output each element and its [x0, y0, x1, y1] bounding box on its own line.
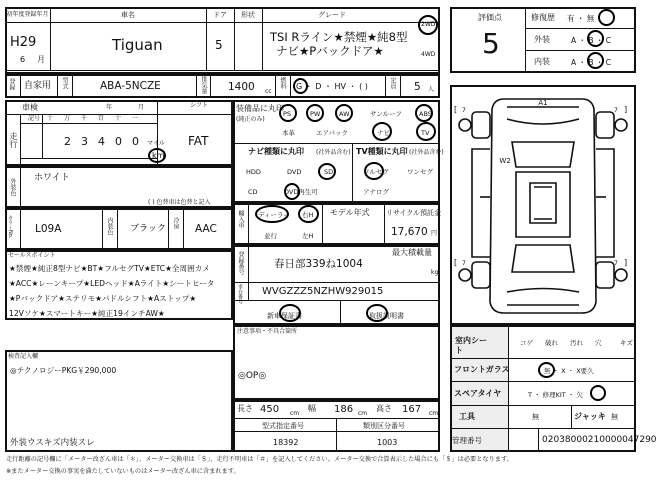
model-code-label: 型式 [61, 77, 68, 89]
nav-item-sd: SD [324, 168, 334, 176]
drive-4wd: 4WD [421, 51, 436, 58]
width-label: 幅 [308, 404, 316, 413]
glass-label: フロントガラス [454, 365, 510, 374]
chassis-number-value: WVGZZZ5NZHW929015 [262, 286, 384, 297]
grade-line2: ナビ★Pバックドア★ [276, 44, 384, 58]
equipment-item: サンルーフ [370, 110, 402, 118]
manual-label: 取扱説明書 [369, 312, 404, 320]
displacement-unit: cc [265, 88, 272, 95]
seat-option: コゲ [520, 339, 533, 347]
equipment-circle [372, 122, 392, 141]
spare-options: T ・ 修理KIT ・ 欠 [528, 391, 583, 399]
seat-option: キズ [620, 339, 633, 347]
exterior-grades: A ・ B ・ C [571, 36, 612, 45]
equipment-circle [306, 104, 324, 122]
recycle-unit: 円 [431, 230, 438, 237]
km-circle [148, 148, 166, 163]
right-hand-option: 右H [302, 211, 314, 219]
nav-note: (社外品含む) [316, 149, 351, 156]
mgmt-label: 管理番号 [452, 436, 482, 445]
nav-item-dvd-play: DVD再生可 [284, 188, 318, 196]
equipment-item: PW [310, 110, 321, 118]
parallel-option: 並行 [264, 232, 277, 240]
seat-option: 破れ [545, 339, 558, 347]
warranty-circle [279, 304, 301, 322]
diagram-mark-a1: A1 [538, 99, 548, 107]
glass-options: 無 ・ X ・ X要久 [544, 367, 594, 375]
mileage-digit: 2 [64, 135, 71, 148]
mileage-digit: 3 [81, 135, 88, 148]
mileage-label: 走行 [9, 132, 18, 148]
footer-line-2: ※またメーター交換の事実を満たしていないものはメーター改ざん車に含まれます。 [6, 468, 240, 475]
displacement: 1400 [228, 81, 255, 93]
repair-options: 有 ・ 無 [567, 14, 595, 23]
plate-number-label: 登録番号 [237, 251, 244, 275]
digit-header: 一 [132, 115, 139, 122]
nav-item-hdd: HDD [246, 168, 261, 176]
svg-text:]: ] [624, 258, 628, 267]
shape-label: 形状 [241, 11, 255, 19]
seat-label: 室内シート [455, 336, 487, 355]
nav-title: ナビ種類に丸印 [248, 147, 304, 156]
equipment-item: TV [421, 129, 430, 137]
nav-item-dvd: DVD [287, 168, 302, 176]
mileage-digit: 4 [98, 135, 105, 148]
fuel-circle [293, 78, 308, 94]
digit-header: 十 [47, 115, 54, 122]
door-label: ドア [213, 11, 227, 19]
chassis-number-label: 車台番号 [237, 284, 243, 304]
dealer-circle [255, 205, 289, 223]
svg-text:7: 7 [462, 260, 466, 267]
first-reg-month: 6 [20, 55, 26, 64]
tv-fullseg-circle [364, 162, 384, 180]
memo-label: 記号 [28, 115, 41, 122]
equipment-title: 装備品に丸印 [236, 104, 284, 113]
seat-option: 汚れ [570, 339, 583, 347]
spare-label: スペアタイヤ [454, 389, 502, 398]
exterior-circle [587, 30, 604, 47]
ac-value: AAC [195, 223, 217, 235]
mileage-digit: 0 [115, 135, 122, 148]
usage-value: 自家用 [24, 81, 52, 91]
nav-dvd-play-circle [284, 183, 300, 200]
height-label: 高さ [376, 404, 392, 413]
height-value: 167 [402, 404, 422, 415]
month-unit: 月 [37, 55, 45, 64]
equipment-item: エアバック [316, 129, 348, 137]
width-unit: cm [358, 410, 368, 417]
color-code-label: カラーNo. [7, 215, 13, 239]
length-value: 450 [260, 404, 280, 415]
new-car-warranty: 新車保証書 [267, 312, 302, 320]
caution-block [233, 325, 440, 400]
displacement-label: 排気量 [200, 76, 207, 94]
unit-km: km [152, 151, 165, 160]
max-load-unit: kg [431, 269, 439, 276]
sales-point-line-2: ★ACC★レーンキープ★LEDヘッド★Aライト★シートヒータ [9, 279, 215, 288]
recycle-value: 17,670 [391, 226, 428, 238]
car-diagram [452, 87, 634, 323]
glass-circle [538, 362, 555, 378]
equipment-circle [335, 104, 353, 122]
digit-header: 千 [81, 115, 88, 122]
length-unit: cm [290, 410, 300, 417]
interior-label: 内装 [534, 57, 550, 66]
svg-text:[: [ [454, 258, 458, 267]
digit-header: 万 [64, 115, 71, 122]
model-name: Tiguan [112, 36, 163, 54]
capacity-unit: 人 [428, 86, 435, 93]
equipment-subtitle: (純正のみ) [236, 116, 265, 123]
caution-value: ◎OP◎ [238, 371, 267, 381]
plate-number-value: 春日部339ね1004 [274, 258, 363, 270]
spare-circle [590, 385, 606, 401]
type-no-label: 型式指定番号 [262, 422, 304, 430]
equipment-item: AW [339, 110, 350, 118]
inspector-label: 検査記入欄 [8, 353, 39, 360]
nav-sd-circle [318, 163, 336, 180]
sales-point-line-1: ★禁煙★純正8型ナビ★BT★フルセグTV★ETC★全周囲カメ [9, 264, 210, 273]
length-label: 長さ [237, 404, 253, 413]
unit-mile: マイル [147, 140, 165, 147]
shift-label: シフト [190, 102, 209, 109]
capacity-label: 定員 [389, 77, 396, 89]
shift-value: FAT [188, 134, 209, 148]
equipment-circle [416, 122, 436, 141]
max-load-label: 最大積載量 [392, 248, 432, 257]
fuel-label: 燃料 [279, 77, 286, 89]
right-hand-circle [298, 205, 319, 223]
ac-label: 冷房 [172, 217, 179, 229]
score-label: 評価点 [478, 13, 502, 22]
tv-title: TV種類に丸印 [356, 147, 408, 156]
class-no-value: 1003 [377, 438, 398, 447]
first-reg-value: H29 [10, 35, 37, 50]
tv-note: (社外品含む) [409, 149, 444, 156]
interior-color-label: 内装色 [106, 217, 113, 235]
sales-point-line-4: 12Vソケ★スマートキー★純正19インチAW★ [9, 309, 165, 318]
tv-item-analog: アナログ [363, 188, 389, 196]
caution-label: 注意事項・不具合箇所 [237, 328, 298, 335]
svg-text:[: [ [454, 105, 458, 114]
equipment-item: ABS [419, 110, 432, 118]
height-unit: cm [429, 410, 439, 417]
interior-color-value: ブラック [130, 224, 166, 234]
tool-value: 無 [532, 413, 539, 421]
seat-option: 穴 [595, 339, 602, 347]
bottom-note: 外装ウスキズ内装スレ [10, 438, 95, 448]
exterior-color-value: ホワイト [34, 173, 70, 183]
mileage-digit: 0 [132, 135, 139, 148]
equipment-item: ナビ [377, 129, 390, 137]
mgmt-value: 02038000210000047290 [542, 435, 657, 445]
model-name-label: 車名 [121, 11, 135, 19]
drive-2wd: 2WD [421, 21, 436, 28]
first-reg-label: 初年度登録年月 [6, 11, 49, 18]
tv-item-oneseg: ワンセグ [407, 168, 433, 176]
row2-block [5, 74, 440, 98]
repair-circle [598, 9, 615, 26]
equipment-item: 本革 [282, 129, 295, 137]
color-code-value: L09A [35, 223, 62, 235]
score: 5 [482, 27, 500, 60]
footer-line-1: 走行距離の記号欄に「メーター改ざん車は「＊」、メーター交換車は「＄」、走行不明車は「＃」を記入してください。メーター交換で合算表示した場合にも「＄」は必要となります。 [6, 456, 513, 463]
svg-text:]: ] [624, 105, 628, 114]
digit-header: 十 [115, 115, 122, 122]
plate-type-label: 登録 [8, 78, 15, 90]
interior-circle [587, 52, 604, 69]
model-code: ABA-5NCZE [100, 80, 161, 92]
equipment-circle [279, 104, 297, 122]
svg-text:7: 7 [614, 107, 618, 114]
interior-grades: A ・ B ・ C [571, 58, 612, 67]
exterior-color-label: 外装色 [9, 178, 16, 196]
class-no-label: 類別区分番号 [363, 422, 405, 430]
diagram-mark-w2: W2 [499, 157, 511, 165]
grade-label: グレード [318, 11, 346, 19]
dealer-option: ディーラー [258, 211, 290, 219]
nav-item-cd: CD [248, 188, 258, 196]
svg-text:7: 7 [462, 107, 466, 114]
recycle-label: リサイクル預託金 [386, 209, 442, 217]
equipment-item: PS [283, 110, 292, 118]
jack-value: 無 [611, 413, 618, 421]
repair-label: 修復歴 [531, 13, 555, 22]
inspection-month-unit: 月 [138, 104, 145, 111]
svg-text:7: 7 [614, 260, 618, 267]
year-unit: 年 [106, 104, 113, 111]
capacity: 5 [414, 81, 421, 93]
exterior-label: 外装 [534, 35, 550, 44]
door-count: 5 [215, 38, 223, 52]
tool-label: 工具 [459, 412, 475, 421]
width-value: 186 [334, 404, 354, 415]
import-label: 輸入車 [237, 210, 244, 228]
exterior-color-note: ( ) 色替車は色替と記入 [148, 199, 211, 206]
left-hand-option: 左H [302, 232, 314, 240]
model-year-label: モデル年式 [330, 208, 370, 217]
inspection-label: 車検 [22, 103, 38, 112]
sales-points-label: セールスポイント [8, 252, 56, 259]
manual-circle [366, 304, 388, 322]
equipment-circle [415, 104, 433, 122]
sales-point-line-3: ★Pバックドア★ステリモ★パドルシフト★Aストップ★ [9, 294, 197, 303]
digit-header: 百 [98, 115, 105, 122]
type-no-value: 18392 [273, 438, 299, 447]
inspector-value: ◎テクノロジーPKG￥290,000 [10, 366, 117, 375]
tv-item-fullseg: フルセグ [363, 168, 389, 176]
fuel-options: G ・ D ・ HV ・ ( ) [296, 82, 368, 91]
jack-label: ジャッキ [574, 412, 606, 421]
grade-line1: TSI Rライン★禁煙★純8型 [270, 30, 408, 44]
